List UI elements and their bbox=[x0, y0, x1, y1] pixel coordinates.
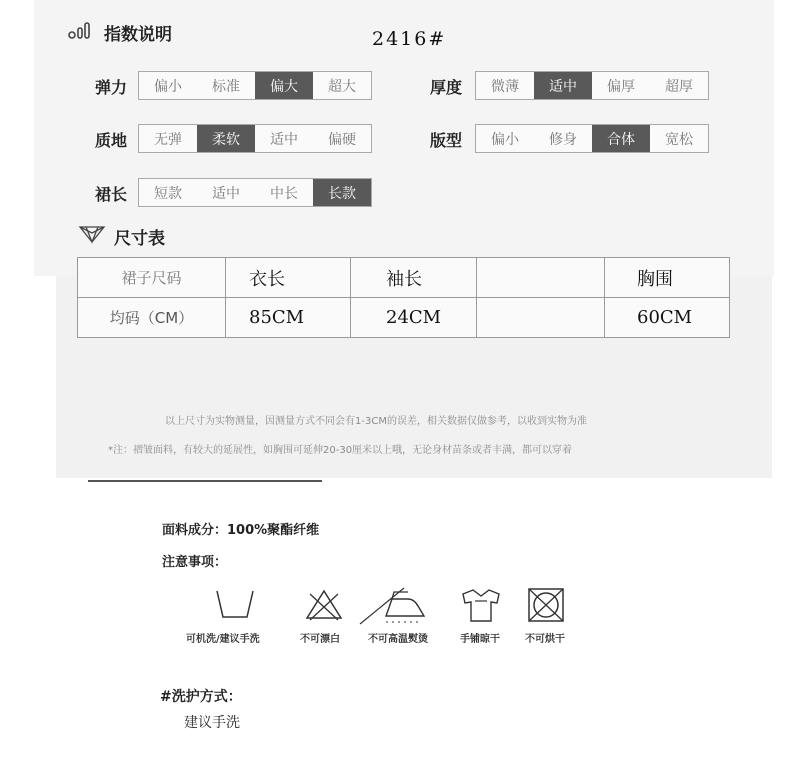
attr-option: 宽松 bbox=[665, 131, 693, 148]
attr-option: 标准 bbox=[212, 78, 240, 95]
attr-option: 超大 bbox=[328, 78, 356, 95]
table-header-cell: 裙子尺码 bbox=[78, 258, 226, 298]
table-row bbox=[78, 298, 730, 338]
attr-option: 无弹 bbox=[154, 131, 182, 148]
attr-option-selected: 柔软 bbox=[197, 125, 255, 152]
divider bbox=[88, 480, 322, 482]
section-title-size: 尺寸表 bbox=[114, 229, 165, 249]
no-bleach-icon bbox=[304, 588, 344, 622]
attr-options-thickness bbox=[475, 71, 709, 100]
attr-option: 适中 bbox=[212, 185, 240, 202]
care-label-iron: 不可高温熨烫 bbox=[368, 634, 428, 645]
table-header-cell: 胸围 bbox=[605, 258, 730, 298]
table-cell: 60CM bbox=[605, 298, 730, 338]
dry-flat-icon bbox=[460, 588, 502, 624]
stretch-note: *注：褶皱面料，有较大的延展性，如胸围可延伸20-30厘米以上哦，无论身材苗条或者丰满，都可以穿着 bbox=[108, 445, 573, 456]
attr-options-texture bbox=[138, 124, 372, 153]
attr-option: 适中 bbox=[270, 131, 298, 148]
attr-label-length: 裙长 bbox=[95, 185, 128, 204]
table-header-cell: 衣长 bbox=[226, 258, 351, 298]
table-header-cell bbox=[477, 258, 605, 298]
no-high-temp-iron-icon bbox=[356, 584, 434, 628]
table-cell: 85CM bbox=[226, 298, 351, 338]
attr-options-fit bbox=[475, 124, 709, 153]
washtub-icon bbox=[214, 588, 256, 622]
attr-option: 偏小 bbox=[491, 131, 519, 148]
care-title: 注意事项： bbox=[162, 555, 228, 570]
attr-option: 短款 bbox=[154, 185, 182, 202]
diamond-icon bbox=[78, 224, 106, 244]
attr-option-selected: 适中 bbox=[534, 72, 592, 99]
attr-label-elasticity: 弹力 bbox=[95, 78, 128, 97]
attr-label-fit: 版型 bbox=[430, 131, 463, 150]
care-label-bleach: 不可漂白 bbox=[300, 634, 340, 645]
table-cell: 均码（CM） bbox=[78, 298, 226, 338]
attr-option: 微薄 bbox=[491, 78, 519, 95]
table-header-cell: 袖长 bbox=[351, 258, 477, 298]
table-cell: 24CM bbox=[351, 298, 477, 338]
care-label-wash: 可机洗/建议手洗 bbox=[186, 634, 260, 645]
attr-label-thickness: 厚度 bbox=[430, 78, 463, 97]
size-table bbox=[77, 257, 730, 338]
attr-options-elasticity bbox=[138, 71, 372, 100]
attr-option: 偏厚 bbox=[607, 78, 635, 95]
table-row bbox=[78, 258, 730, 298]
care-label-tumble: 不可烘干 bbox=[525, 634, 565, 645]
wash-title: #洗护方式： bbox=[160, 689, 242, 705]
attr-option-selected: 合体 bbox=[592, 125, 650, 152]
attr-option-selected: 长款 bbox=[313, 179, 371, 206]
wash-method: 建议手洗 bbox=[184, 715, 240, 731]
attr-option: 偏小 bbox=[154, 78, 182, 95]
product-code: 2416# bbox=[372, 28, 447, 50]
care-label-dry-flat: 手铺晾干 bbox=[460, 634, 500, 645]
attr-label-texture: 质地 bbox=[95, 131, 128, 150]
fabric-composition: 面料成分：100%聚酯纤维 bbox=[162, 523, 320, 538]
no-tumble-dry-icon bbox=[526, 586, 566, 624]
attr-option-selected: 偏大 bbox=[255, 72, 313, 99]
table-cell bbox=[477, 298, 605, 338]
bar-chart-icon bbox=[68, 20, 92, 40]
attr-option: 超厚 bbox=[665, 78, 693, 95]
attr-option: 中长 bbox=[270, 185, 298, 202]
attr-option: 修身 bbox=[549, 131, 577, 148]
section-title-index: 指数说明 bbox=[104, 25, 172, 45]
attr-option: 偏硬 bbox=[328, 131, 356, 148]
attr-options-length bbox=[138, 178, 372, 207]
measurement-note: 以上尺寸为实物测量，因测量方式不同会有1-3CM的误差，相关数据仅做参考，以收到实物为准 bbox=[165, 416, 587, 427]
